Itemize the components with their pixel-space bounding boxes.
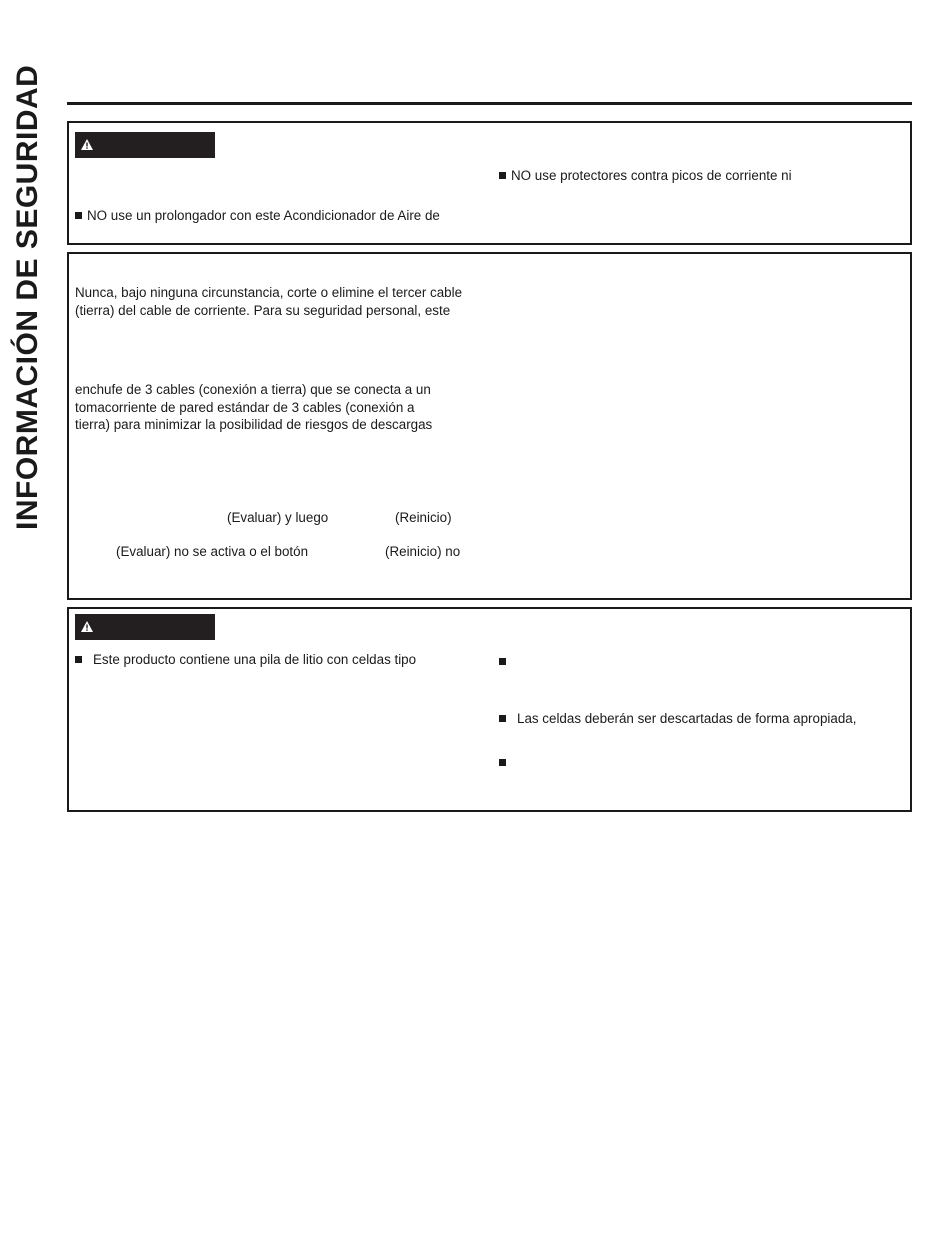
- square-bullet-icon: [499, 172, 506, 179]
- section-side-title: INFORMACIÓN DE SEGURIDAD: [11, 64, 44, 530]
- square-bullet-icon: [75, 656, 82, 663]
- text-fragment: (Reinicio): [395, 510, 452, 525]
- text-fragment: (Reinicio) no: [385, 544, 461, 559]
- list-item: Las celdas deberán ser descartadas de forma apropiada,: [499, 710, 856, 728]
- header-rule: [67, 102, 912, 105]
- warning-box-extension-cord: [67, 121, 912, 245]
- text-fragment: (Evaluar) y luego: [227, 510, 329, 525]
- warning-label: [75, 132, 215, 158]
- grounding-info-box: [67, 252, 912, 600]
- list-item: Este producto contiene una pila de litio con celdas tipo: [75, 651, 416, 669]
- list-item: NO use protectores contra picos de corriente ni: [499, 167, 792, 185]
- warning-triangle-icon: [81, 139, 93, 150]
- warning-label: [75, 614, 215, 640]
- paragraph-line: Nunca, bajo ninguna circunstancia, corte o elimine el tercer cable: [75, 285, 463, 300]
- list-item: NO use un prolongador con este Acondicionador de Aire de: [75, 207, 440, 225]
- square-bullet-icon: [499, 715, 506, 722]
- warning-triangle-icon: [81, 621, 93, 632]
- warning-box-lithium-battery: [67, 607, 912, 812]
- square-bullet-icon: [75, 212, 82, 219]
- list-item: [499, 754, 511, 772]
- list-item: [499, 653, 511, 671]
- paragraph-line: enchufe de 3 cables (conexión a tierra) que se conecta a un: [75, 382, 431, 397]
- paragraph-line: tierra) para minimizar la posibilidad de riesgos de descargas: [75, 417, 433, 432]
- paragraph-line: tomacorriente de pared estándar de 3 cables (conexión a: [75, 400, 415, 415]
- square-bullet-icon: [499, 759, 506, 766]
- square-bullet-icon: [499, 658, 506, 665]
- paragraph-line: (tierra) del cable de corriente. Para su seguridad personal, este: [75, 303, 451, 318]
- text-fragment: (Evaluar) no se activa o el botón: [116, 544, 309, 559]
